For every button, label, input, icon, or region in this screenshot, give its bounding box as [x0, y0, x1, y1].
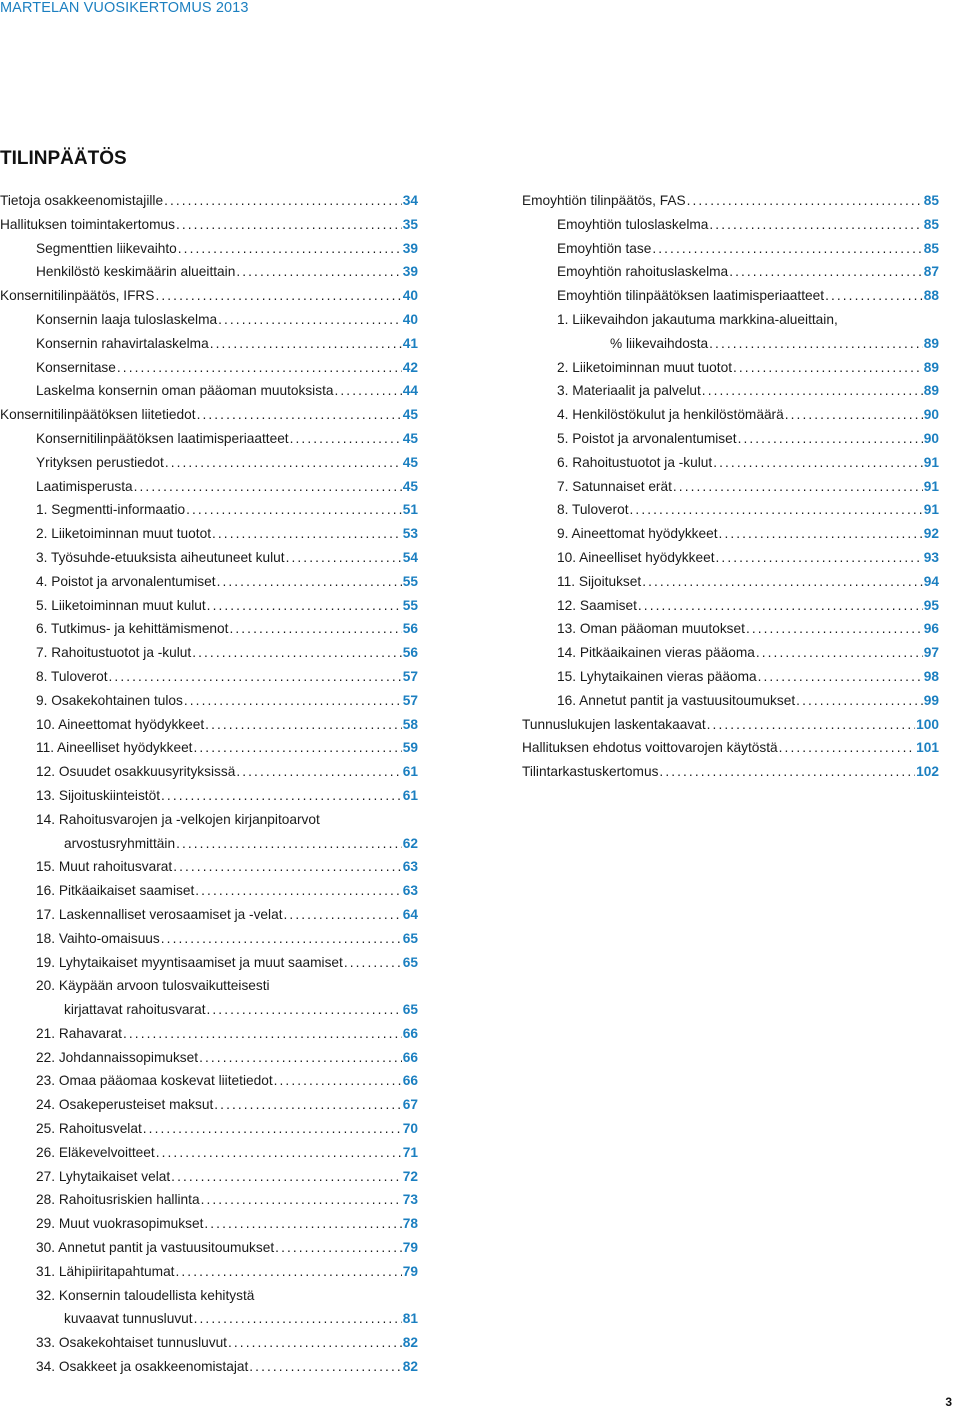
toc-entry[interactable] [522, 360, 939, 384]
toc-entry-page: 55 [402, 597, 418, 613]
dot-leader [275, 1240, 402, 1255]
toc-entry-page: 98 [923, 668, 939, 684]
toc-entry[interactable] [522, 264, 939, 288]
toc-entry-label: Konsernin laaja tuloslaskelma [36, 311, 218, 327]
toc-entry[interactable] [0, 1169, 418, 1193]
toc-entry-page: 53 [402, 526, 418, 542]
dot-leader [217, 574, 402, 589]
toc-entry-page: 39 [402, 240, 418, 256]
toc-entry[interactable] [0, 645, 418, 669]
toc-entry-label: Laatimisperusta [36, 478, 133, 494]
dot-leader [713, 455, 923, 470]
toc-entry[interactable] [0, 1145, 418, 1169]
toc-entry[interactable] [0, 907, 418, 931]
dot-leader [779, 740, 916, 755]
toc-entry[interactable] [0, 288, 418, 312]
toc-entry-label: Konsernitase [36, 359, 116, 375]
dot-leader [290, 431, 402, 446]
toc-entry[interactable] [0, 1073, 418, 1097]
toc-entry-label: 33. Osakekohtaiset tunnusluvut [36, 1335, 227, 1351]
toc-entry[interactable] [0, 550, 418, 574]
toc-entry[interactable] [0, 1216, 418, 1240]
toc-entry[interactable] [522, 383, 939, 407]
toc-entry-page: 59 [402, 740, 418, 756]
toc-entry-page: 56 [402, 621, 418, 637]
dot-leader [729, 264, 923, 279]
toc-entry[interactable] [522, 407, 939, 431]
toc-entry-label: 3. Materiaalit ja palvelut [557, 383, 701, 399]
toc-entry-page: 82 [402, 1359, 418, 1375]
toc-entry-label: 28. Rahoitusriskien hallinta [36, 1192, 200, 1208]
toc-entry-label: Emoyhtiön rahoituslaskelma [557, 264, 729, 280]
dot-leader [134, 479, 402, 494]
toc-entry-page: 91 [923, 454, 939, 470]
toc-entry-page: 101 [916, 740, 939, 756]
toc-entry-label: 14. Pitkäaikainen vieras pääoma [557, 645, 755, 661]
toc-entry[interactable] [0, 1311, 418, 1335]
toc-entry[interactable] [0, 1026, 418, 1050]
toc-entry-label: Hallituksen toimintakertomus [0, 216, 175, 232]
toc-entry[interactable] [0, 693, 418, 717]
toc-entry-label: Tietoja osakkeenomistajille [0, 193, 164, 208]
toc-entry-page: 61 [402, 787, 418, 803]
toc-entry[interactable] [0, 502, 418, 526]
dot-leader [176, 836, 402, 851]
toc-entry[interactable] [0, 336, 418, 360]
dot-leader [204, 1216, 401, 1231]
toc-entry[interactable] [0, 978, 418, 1002]
toc-entry-page: 66 [402, 1073, 418, 1089]
dot-leader [109, 669, 402, 684]
toc-entry-page: 95 [923, 597, 939, 613]
dot-leader [707, 717, 916, 732]
toc-entry[interactable] [522, 669, 939, 693]
toc-entry-page: 40 [402, 311, 418, 327]
toc-entry-page: 85 [923, 216, 939, 232]
toc-entry-label: 10. Aineelliset hyödykkeet [557, 549, 715, 565]
toc-entry-label: kuvaavat tunnusluvut [64, 1311, 193, 1327]
toc-entry-page: 58 [402, 716, 418, 732]
toc-entry-label: 12. Osuudet osakkuusyrityksissä [36, 764, 236, 780]
toc-entry-label: 12. Saamiset [557, 597, 637, 613]
toc-entry-label: 6. Tutkimus- ja kehittämismenot [36, 621, 229, 637]
toc-entry[interactable] [0, 193, 418, 217]
toc-entry-label: 19. Lyhytaikaiset myyntisaamiset ja muut saamiset [36, 954, 343, 970]
dot-leader [201, 1192, 402, 1207]
toc-entry-label: Emoyhtiön tase [557, 240, 652, 256]
dot-leader [334, 383, 401, 398]
toc-entry[interactable] [0, 621, 418, 645]
toc-entry-page: 66 [402, 1025, 418, 1041]
toc-column-left [0, 193, 418, 1383]
toc-entry-page: 89 [923, 335, 939, 351]
dot-leader [659, 764, 915, 779]
toc-entry[interactable] [0, 1050, 418, 1074]
dot-leader [173, 859, 402, 874]
toc-entry-label: 23. Omaa pääomaa koskevat liitetiedot [36, 1073, 273, 1089]
toc-entry-label: kirjattavat rahoitusvarat [64, 1002, 206, 1018]
dot-leader [176, 1264, 402, 1279]
dot-leader [733, 360, 923, 375]
toc-entry[interactable] [522, 740, 939, 764]
toc-entry[interactable] [0, 217, 418, 241]
toc-entry[interactable] [0, 931, 418, 955]
dot-leader [229, 621, 401, 636]
toc-entry-label: 13. Oman pääoman muutokset [557, 621, 745, 637]
toc-entry-page: 99 [923, 692, 939, 708]
toc-entry[interactable] [522, 526, 939, 550]
dot-leader [286, 550, 402, 565]
toc-entry-page: 65 [402, 954, 418, 970]
toc-entry-label: Konsernitilinpäätöksen liitetiedot [0, 407, 196, 423]
toc-entry[interactable] [0, 312, 418, 336]
dot-leader [192, 645, 402, 660]
toc-entry-label: 11. Sijoitukset [557, 573, 642, 589]
toc-entry-label: 34. Osakkeet ja osakkeenomistajat [36, 1359, 249, 1375]
toc-entry-label: 9. Aineettomat hyödykkeet [557, 526, 718, 542]
toc-entry[interactable] [0, 1121, 418, 1145]
toc-entry[interactable] [0, 431, 418, 455]
toc-entry-label: 6. Rahoitustuotot ja -kulut [557, 454, 713, 470]
toc-entry-label: 4. Poistot ja arvonalentumiset [36, 573, 216, 589]
toc-entry[interactable] [0, 717, 418, 741]
toc-entry[interactable] [0, 836, 418, 860]
toc-entry-page: 102 [916, 764, 939, 780]
toc-entry[interactable] [0, 859, 418, 883]
toc-entry-page: 63 [402, 883, 418, 899]
toc-entry-label: 11. Aineelliset hyödykkeet [36, 740, 193, 756]
dot-leader [638, 598, 923, 613]
toc-entry-label: 8. Tuloverot [36, 668, 108, 684]
dot-leader [117, 360, 402, 375]
dot-leader [236, 764, 401, 779]
toc-column-right [522, 193, 939, 788]
toc-entry[interactable] [522, 288, 939, 312]
toc-entry-page: 100 [916, 716, 939, 732]
toc-entry-label: Konsernin rahavirtalaskelma [36, 335, 209, 351]
toc-entry-page: 85 [923, 240, 939, 256]
toc-entry-label: 7. Rahoitustuotot ja -kulut [36, 645, 192, 661]
toc-entry[interactable] [0, 360, 418, 384]
toc-entry-page: 57 [402, 692, 418, 708]
toc-entry-label: arvostusryhmittäin [64, 835, 176, 851]
toc-entry-label: Tilintarkastuskertomus [522, 764, 659, 780]
toc-entry-label: 4. Henkilöstökulut ja henkilöstömäärä [557, 407, 784, 423]
dot-leader [197, 407, 402, 422]
toc-entry-label: 2. Liiketoiminnan muut tuotot [557, 359, 732, 375]
dot-leader [218, 312, 402, 327]
dot-leader [236, 264, 401, 279]
toc-entry-page: 72 [402, 1168, 418, 1184]
toc-entry-label: 29. Muut vuokrasopimukset [36, 1216, 204, 1232]
toc-entry[interactable] [0, 598, 418, 622]
dot-leader [155, 288, 401, 303]
dot-leader [709, 336, 923, 351]
toc-entry-label: 30. Annetut pantit ja vastuusitoumukset [36, 1240, 275, 1256]
toc-entry-page: 87 [923, 264, 939, 280]
dot-leader [207, 598, 402, 613]
toc-entry-page: 34 [402, 193, 418, 208]
toc-entry-label: 8. Tuloverot [557, 502, 629, 518]
toc-entry-label: 1. Segmentti-informaatio [36, 502, 186, 518]
dot-leader [228, 1335, 402, 1350]
toc-entry[interactable] [0, 1335, 418, 1359]
toc-entry-page: 54 [402, 549, 418, 565]
toc-entry[interactable] [522, 645, 939, 669]
dot-leader [205, 717, 402, 732]
dot-leader [785, 407, 923, 422]
toc-entry-label: 22. Johdannaissopimukset [36, 1049, 199, 1065]
toc-entry[interactable] [0, 883, 418, 907]
dot-leader [194, 1311, 402, 1326]
toc-entry[interactable] [0, 1097, 418, 1121]
toc-entry-label: 26. Eläkevelvoitteet [36, 1144, 155, 1160]
toc-entry-page: 35 [402, 216, 418, 232]
toc-entry-label: 3. Työsuhde-etuuksista aiheutuneet kulut [36, 549, 285, 565]
section-heading: TILINPÄÄTÖS [0, 148, 127, 169]
toc-entry[interactable] [0, 264, 418, 288]
toc-entry[interactable] [0, 383, 418, 407]
toc-entry-label: Emoyhtiön tilinpäätös, FAS [522, 193, 686, 208]
dot-leader [716, 550, 923, 565]
toc-entry[interactable] [0, 526, 418, 550]
dot-leader [161, 931, 402, 946]
toc-entry-label: 2. Liiketoiminnan muut tuotot [36, 526, 211, 542]
toc-entry-page: 82 [402, 1335, 418, 1351]
toc-entry-label: 1. Liikevaihdon jakautuma markkina-alueittain, [557, 311, 838, 327]
dot-leader [164, 193, 402, 208]
toc-entry[interactable] [522, 241, 939, 265]
toc-entry-page: 79 [402, 1263, 418, 1279]
dot-leader [123, 1026, 402, 1041]
toc-entry[interactable] [522, 312, 939, 336]
toc-entry-page: 51 [402, 502, 418, 518]
dot-leader [210, 336, 402, 351]
toc-entry[interactable] [0, 1359, 418, 1383]
dot-leader [758, 669, 923, 684]
toc-entry-page: 55 [402, 573, 418, 589]
toc-entry-label: Tunnuslukujen laskentakaavat [522, 716, 706, 732]
toc-entry-page: 42 [402, 359, 418, 375]
toc-entry-label: Emoyhtiön tilinpäätöksen laatimisperiaatteet [557, 288, 825, 304]
toc-entry[interactable] [522, 764, 939, 788]
dot-leader [184, 693, 402, 708]
toc-entry[interactable] [522, 621, 939, 645]
toc-entry-page: 70 [402, 1121, 418, 1137]
toc-entry[interactable] [0, 1192, 418, 1216]
dot-leader [195, 883, 402, 898]
toc-entry-label: 32. Konsernin taloudellista kehitystä [36, 1287, 255, 1303]
dot-leader [344, 955, 402, 970]
toc-entry-page: 45 [402, 430, 418, 446]
toc-entry-page: 94 [923, 573, 939, 589]
dot-leader [171, 1169, 402, 1184]
toc-entry-label: Konsernitilinpäätöksen laatimisperiaatteet [36, 430, 289, 446]
toc-entry-label: Hallituksen ehdotus voittovarojen käytöstä [522, 740, 778, 756]
toc-entry-label: 5. Poistot ja arvonalentumiset [557, 430, 737, 446]
toc-entry-page: 45 [402, 407, 418, 423]
toc-entry[interactable] [0, 788, 418, 812]
toc-entry[interactable] [0, 1002, 418, 1026]
toc-entry-page: 91 [923, 502, 939, 518]
toc-entry-page: 79 [402, 1240, 418, 1256]
toc-entry[interactable] [0, 812, 418, 836]
toc-entry[interactable] [522, 717, 939, 741]
dot-leader [719, 526, 923, 541]
page-number: 3 [945, 1395, 952, 1409]
toc-entry[interactable] [0, 955, 418, 979]
toc-entry-label: Henkilöstö keskimäärin alueittain [36, 264, 236, 280]
toc-entry-label: 14. Rahoitusvarojen ja -velkojen kirjanpitoarvot [36, 811, 320, 827]
toc-entry-page: 85 [923, 193, 939, 208]
toc-entry-page: 92 [923, 526, 939, 542]
dot-leader [176, 217, 402, 232]
toc-entry[interactable] [522, 693, 939, 717]
dot-leader [709, 217, 922, 232]
toc-entry-label: 17. Laskennalliset verosaamiset ja -velat [36, 906, 283, 922]
dot-leader [746, 621, 923, 636]
toc-entry-page: 40 [402, 288, 418, 304]
toc-entry-label: 13. Sijoituskiinteistöt [36, 787, 161, 803]
dot-leader [212, 526, 402, 541]
toc-entry-page: 93 [923, 549, 939, 565]
dot-leader [738, 431, 923, 446]
toc-entry[interactable] [522, 193, 939, 217]
dot-leader [143, 1121, 402, 1136]
toc-entry-page: 88 [923, 288, 939, 304]
toc-entry-page: 45 [402, 478, 418, 494]
toc-entry-page: 62 [402, 835, 418, 851]
dot-leader [161, 788, 402, 803]
toc-entry-label: 25. Rahoitusvelat [36, 1121, 142, 1137]
toc-entry[interactable] [522, 336, 939, 360]
toc-entry-label: 21. Rahavarat [36, 1025, 122, 1041]
toc-entry-label: Konsernitilinpäätös, IFRS [0, 288, 155, 304]
toc-entry-page: 96 [923, 621, 939, 637]
toc-entry-label: 7. Satunnaiset erät [557, 478, 672, 494]
toc-entry-label: % liikevaihdosta [610, 335, 709, 351]
dot-leader [214, 1097, 402, 1112]
toc-entry-page: 61 [402, 764, 418, 780]
toc-entry-page: 63 [402, 859, 418, 875]
toc-entry[interactable] [0, 574, 418, 598]
dot-leader [652, 241, 922, 256]
toc-entry[interactable] [0, 669, 418, 693]
toc-entry-label: 15. Lyhytaikainen vieras pääoma [557, 668, 757, 684]
dot-leader [702, 383, 923, 398]
dot-leader [756, 645, 923, 660]
dot-leader [642, 574, 923, 589]
toc-entry-page: 66 [402, 1049, 418, 1065]
dot-leader [630, 502, 923, 517]
toc-entry[interactable] [522, 217, 939, 241]
dot-leader [673, 479, 923, 494]
dot-leader [165, 455, 402, 470]
toc-entry[interactable] [522, 598, 939, 622]
dot-leader [825, 288, 923, 303]
toc-entry[interactable] [0, 479, 418, 503]
toc-entry-label: 16. Annetut pantit ja vastuusitoumukset [557, 692, 796, 708]
toc-entry-page: 78 [402, 1216, 418, 1232]
dot-leader [796, 693, 923, 708]
toc-entry-page: 39 [402, 264, 418, 280]
toc-entry-label: Emoyhtiön tuloslaskelma [557, 216, 709, 232]
dot-leader [186, 502, 402, 517]
toc-entry-label: Segmenttien liikevaihto [36, 240, 177, 256]
toc-entry-page: 71 [402, 1144, 418, 1160]
toc-entry[interactable] [0, 1240, 418, 1264]
toc-entry[interactable] [0, 740, 418, 764]
toc-entry[interactable] [522, 502, 939, 526]
toc-entry-label: Yrityksen perustiedot [36, 454, 164, 470]
toc-entry-page: 81 [402, 1311, 418, 1327]
toc-entry[interactable] [0, 1264, 418, 1288]
toc-entry-page: 57 [402, 668, 418, 684]
toc-entry-page: 90 [923, 407, 939, 423]
toc-entry-page: 73 [402, 1192, 418, 1208]
toc-entry-page: 89 [923, 383, 939, 399]
toc-entry[interactable] [0, 1288, 418, 1312]
toc-entry[interactable] [0, 764, 418, 788]
dot-leader [207, 1002, 402, 1017]
toc-entry-label: 16. Pitkäaikaiset saamiset [36, 883, 195, 899]
toc-entry[interactable] [522, 431, 939, 455]
toc-entry-page: 90 [923, 430, 939, 446]
toc-entry-label: 27. Lyhytaikaiset velat [36, 1168, 171, 1184]
toc-entry-page: 44 [402, 383, 418, 399]
toc-entry-page: 56 [402, 645, 418, 661]
toc-entry-label: 31. Lähipiiritapahtumat [36, 1263, 175, 1279]
toc-entry-page: 97 [923, 645, 939, 661]
toc-entry-page: 65 [402, 930, 418, 946]
toc-entry[interactable] [522, 550, 939, 574]
toc-entry[interactable] [522, 455, 939, 479]
dot-leader [284, 907, 402, 922]
dot-leader [194, 740, 402, 755]
toc-entry[interactable] [522, 574, 939, 598]
toc-entry-label: 18. Vaihto-omaisuus [36, 930, 160, 946]
dot-leader [178, 241, 402, 256]
toc-entry-page: 45 [402, 454, 418, 470]
toc-entry-page: 89 [923, 359, 939, 375]
dot-leader [274, 1073, 402, 1088]
toc-entry-page: 41 [402, 335, 418, 351]
toc-entry-label: 9. Osakekohtainen tulos [36, 692, 183, 708]
toc-entry-page: 65 [402, 1002, 418, 1018]
toc-entry-label: Laskelma konsernin oman pääoman muutoksista [36, 383, 334, 399]
toc-entry-page: 64 [402, 906, 418, 922]
toc-entry[interactable] [0, 241, 418, 265]
toc-entry-page: 67 [402, 1097, 418, 1113]
toc-entry-label: 10. Aineettomat hyödykkeet [36, 716, 205, 732]
toc-entry[interactable] [522, 479, 939, 503]
dot-leader [249, 1359, 401, 1374]
dot-leader [687, 193, 923, 208]
toc-entry-page: 91 [923, 478, 939, 494]
toc-entry[interactable] [0, 407, 418, 431]
toc-entry-label: 15. Muut rahoitusvarat [36, 859, 173, 875]
toc-entry-label: 20. Käypään arvoon tulosvaikutteisesti [36, 978, 270, 994]
toc-entry[interactable] [0, 455, 418, 479]
dot-leader [156, 1145, 402, 1160]
dot-leader [199, 1050, 402, 1065]
toc-entry-label: 5. Liiketoiminnan muut kulut [36, 597, 206, 613]
report-header: MARTELAN VUOSIKERTOMUS 2013 [0, 0, 249, 16]
toc-entry-label: 24. Osakeperusteiset maksut [36, 1097, 214, 1113]
